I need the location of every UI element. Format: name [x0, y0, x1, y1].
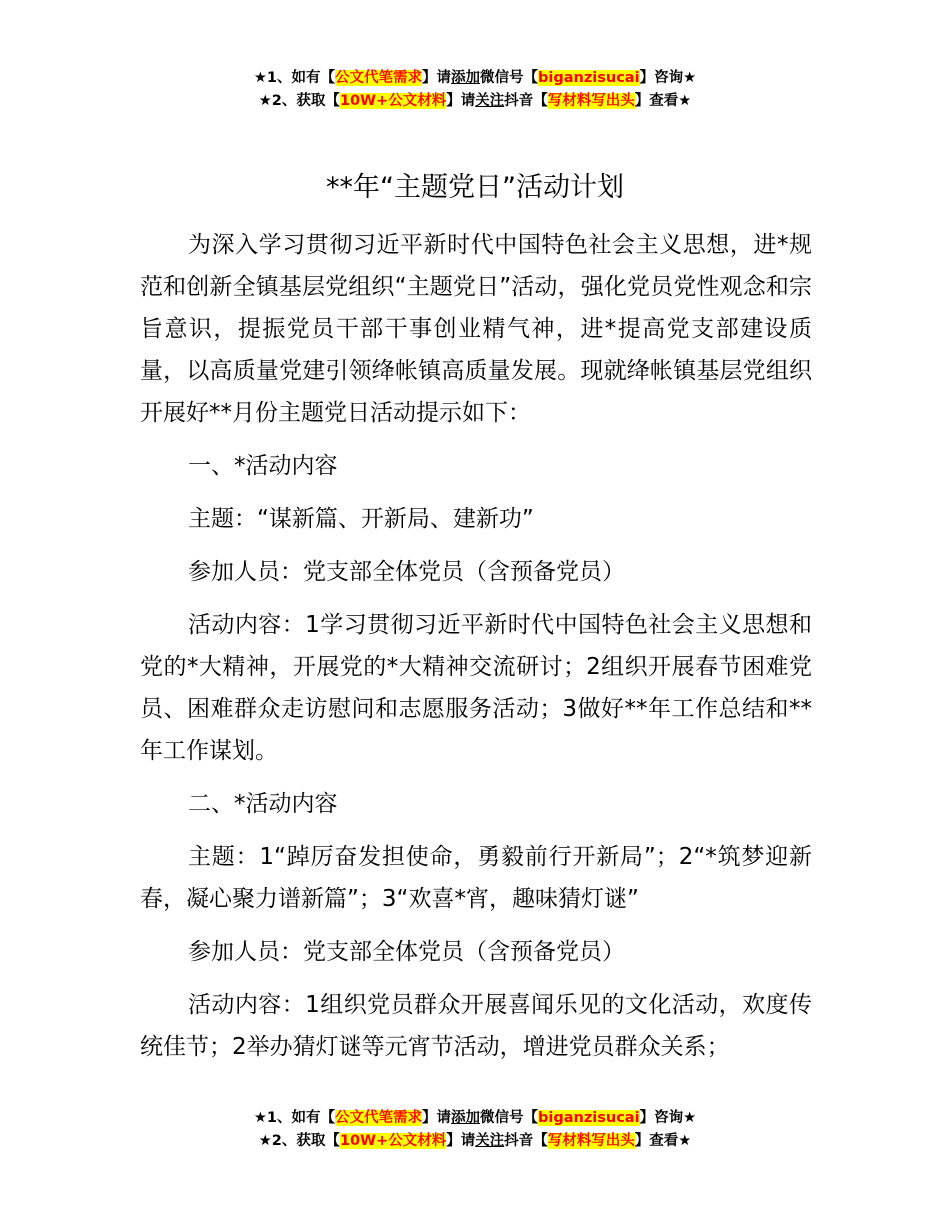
banner-line-2: ★2、获取【10W+公文材料】请关注抖音【写材料写出头】查看★	[258, 93, 692, 109]
highlight-materials: 10W+公文材料	[339, 93, 447, 109]
content-paragraph-1: 活动内容：1学习贯彻习近平新时代中国特色社会主义思想和党的*大精神，开展党的*大精神交流研讨；2组织开展春节困难党员、困难群众走访慰问和志愿服务活动；3做好**年工作总结和**年工作谋划。	[140, 612, 812, 764]
highlight-service: 公文代笔需求	[335, 1110, 423, 1126]
section-heading-2: 二、*活动内容	[188, 791, 338, 817]
content-paragraph-2: 活动内容：1组织党员群众开展喜闻乐见的文化活动，欢度传统佳节；2举办猜灯谜等元宵节活动，增进党员群众关系；	[140, 992, 812, 1060]
highlight-douyin: 写材料写出头	[547, 93, 635, 109]
participants-paragraph-1: 参加人员：党支部全体党员（含预备党员）	[188, 559, 625, 585]
theme-paragraph-1: 主题：“谋新篇、开新局、建新功”	[188, 506, 534, 532]
theme-paragraph-2: 主题：1“踔厉奋发担使命，勇毅前行开新局”；2“*筑梦迎新春，凝心聚力谱新篇”；3“欢喜*宵，趣味猜灯谜”	[140, 844, 812, 912]
header-banner	[0, 67, 950, 113]
highlight-materials: 10W+公文材料	[339, 1133, 447, 1149]
banner-line-1: ★1、如有【公文代笔需求】请添加微信号【biganzisucai】咨询★	[253, 70, 697, 86]
section-heading-1: 一、*活动内容	[188, 453, 338, 479]
highlight-service: 公文代笔需求	[335, 70, 423, 86]
document-title: **年“主题党日”活动计划	[326, 172, 624, 203]
highlight-wechat-id: biganzisucai	[538, 70, 640, 86]
document-body	[140, 224, 812, 1079]
highlight-douyin: 写材料写出头	[547, 1133, 635, 1149]
footer-line-2: ★2、获取【10W+公文材料】请关注抖音【写材料写出头】查看★	[258, 1133, 692, 1149]
footer-line-1: ★1、如有【公文代笔需求】请添加微信号【biganzisucai】咨询★	[253, 1110, 697, 1126]
highlight-wechat-id: biganzisucai	[538, 1110, 640, 1126]
footer-banner	[0, 1107, 950, 1153]
participants-paragraph-2: 参加人员：党支部全体党员（含预备党员）	[188, 939, 625, 965]
intro-paragraph: 为深入学习贯彻习近平新时代中国特色社会主义思想，进*规范和创新全镇基层党组织“主题党日”活动，强化党员党性观念和宗旨意识，提振党员干部干事创业精气神，进*提高党支部建设质量，以高质量党建引领绛帐镇高质量发展。现就绛帐镇基层党组织开展好**月份主题党日活动提示如下：	[140, 232, 812, 426]
